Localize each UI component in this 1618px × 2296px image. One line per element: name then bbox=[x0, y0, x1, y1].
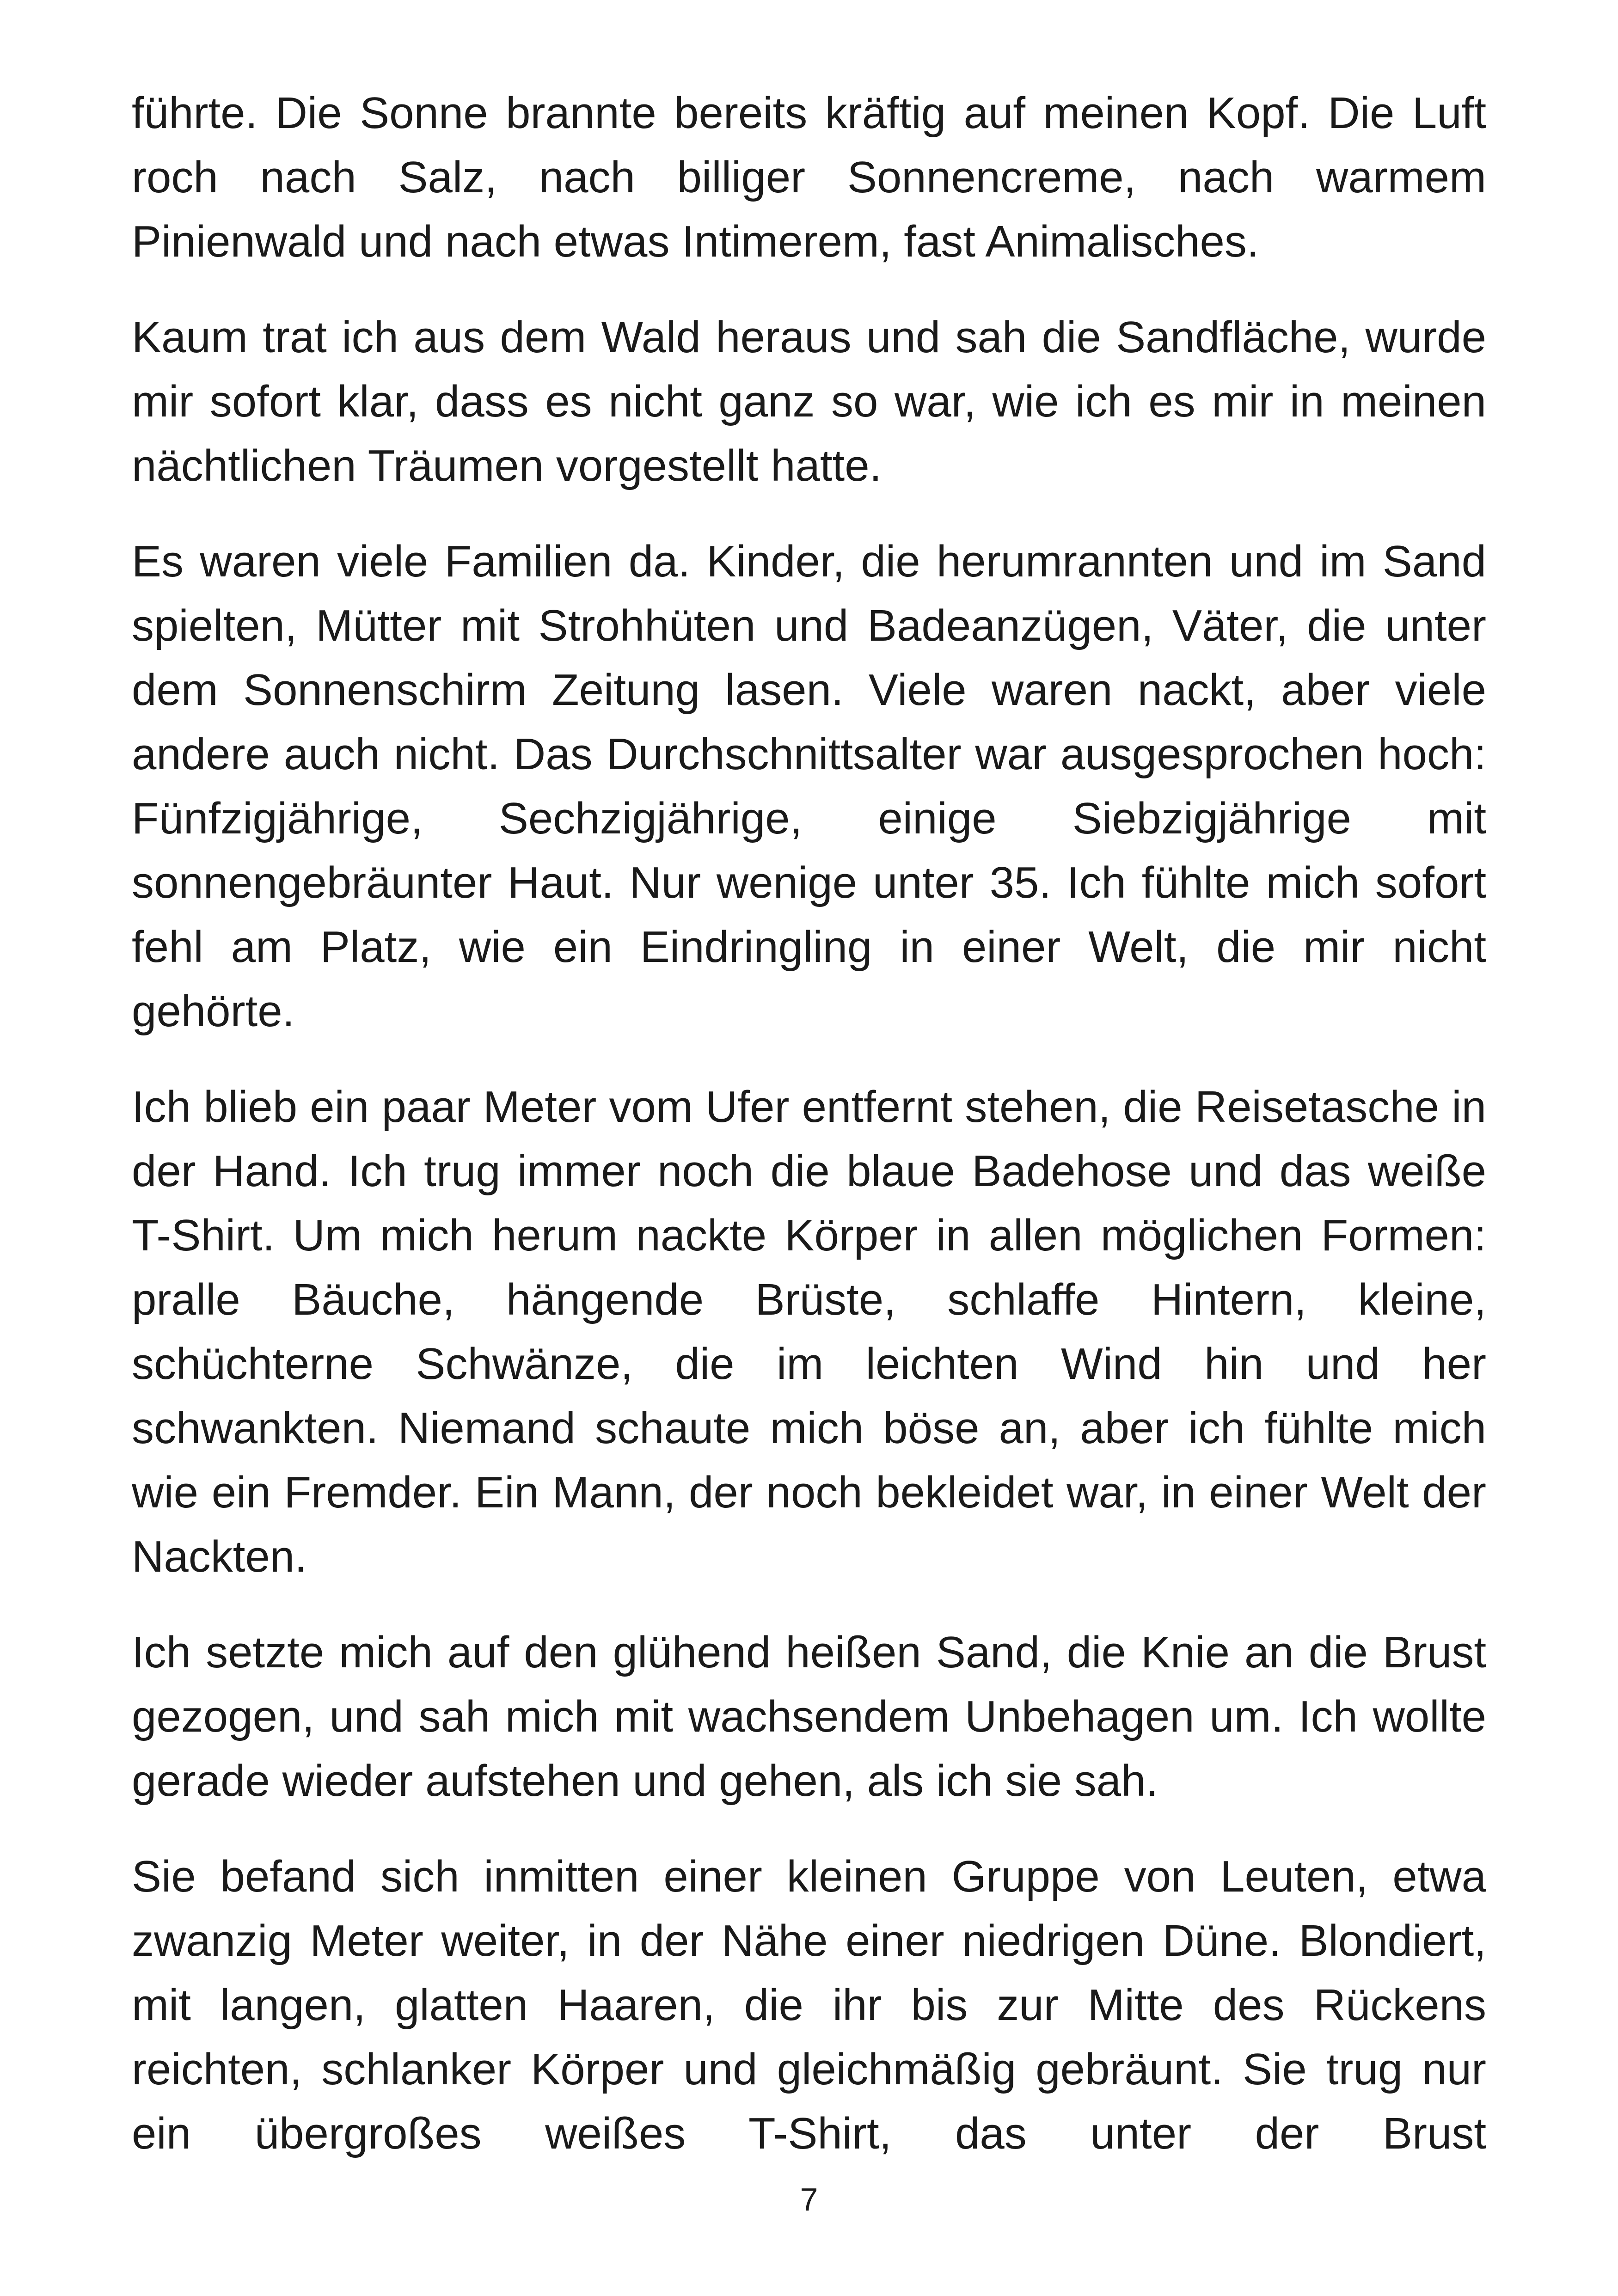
paragraph-3: Es waren viele Familien da. Kinder, die herumrannten und im Sand spielten, Mütter mit Strohhüten und Badeanzügen, Väter, die unter dem Sonnenschirm Zeitung lasen. Viele waren nackt, aber viele andere auch nicht. Das Durchschnittsalter war ausgesprochen hoch: Fünfzigjährige, Sechzigjährige, einige Siebzigjährige mit sonnengebräunter Haut. Nur wenige unter 35. Ich fühlte mich sofort fehl am Platz, wie ein Eindringling in einer Welt, die mir nicht gehörte. bbox=[132, 537, 1486, 1036]
paragraph-4: Ich blieb ein paar Meter vom Ufer entfernt stehen, die Reisetasche in der Hand. Ich trug immer noch die blaue Badehose und das weiße T-Shirt. Um mich herum nackte Körper in allen möglichen Formen: pralle Bäuche, hängende Brüste, schlaffe Hintern, kleine, schüchterne Schwänze, die im leichten Wind hin und her schwankten. Niemand schaute mich böse an, aber ich fühlte mich wie ein Fremder. Ein Mann, der noch bekleidet war, in einer Welt der Nackten. bbox=[132, 1082, 1486, 1581]
paragraph-6: Sie befand sich inmitten einer kleinen Gruppe von Leuten, etwa zwanzig Meter weiter, in der Nähe einer niedrigen Düne. Blondiert, mit langen, glatten Haaren, die ihr bis zur Mitte des Rückens reichten, schlanker Körper und gleichmäßig gebräunt. Sie trug nur ein übergroßes weißes T-Shirt, das unter der Brust bbox=[132, 1852, 1486, 2158]
paragraph-5: Ich setzte mich auf den glühend heißen Sand, die Knie an die Brust gezogen, und sah mich mit wachsendem Unbehagen um. Ich wollte gerade wieder aufstehen und gehen, als ich sie sah. bbox=[132, 1628, 1486, 1806]
paragraph-2: Kaum trat ich aus dem Wald heraus und sah die Sandfläche, wurde mir sofort klar, dass es nicht ganz so war, wie ich es mir in meinen nächtlichen Träumen vorgestellt hatte. bbox=[132, 312, 1486, 490]
page-number: 7 bbox=[800, 2181, 818, 2217]
body-text bbox=[132, 81, 1486, 2166]
paragraph-1: führte. Die Sonne brannte bereits kräftig auf meinen Kopf. Die Luft roch nach Salz, nach billiger Sonnencreme, nach warmem Pinienwald und nach etwas Intimerem, fast Animalisches. bbox=[132, 88, 1486, 266]
